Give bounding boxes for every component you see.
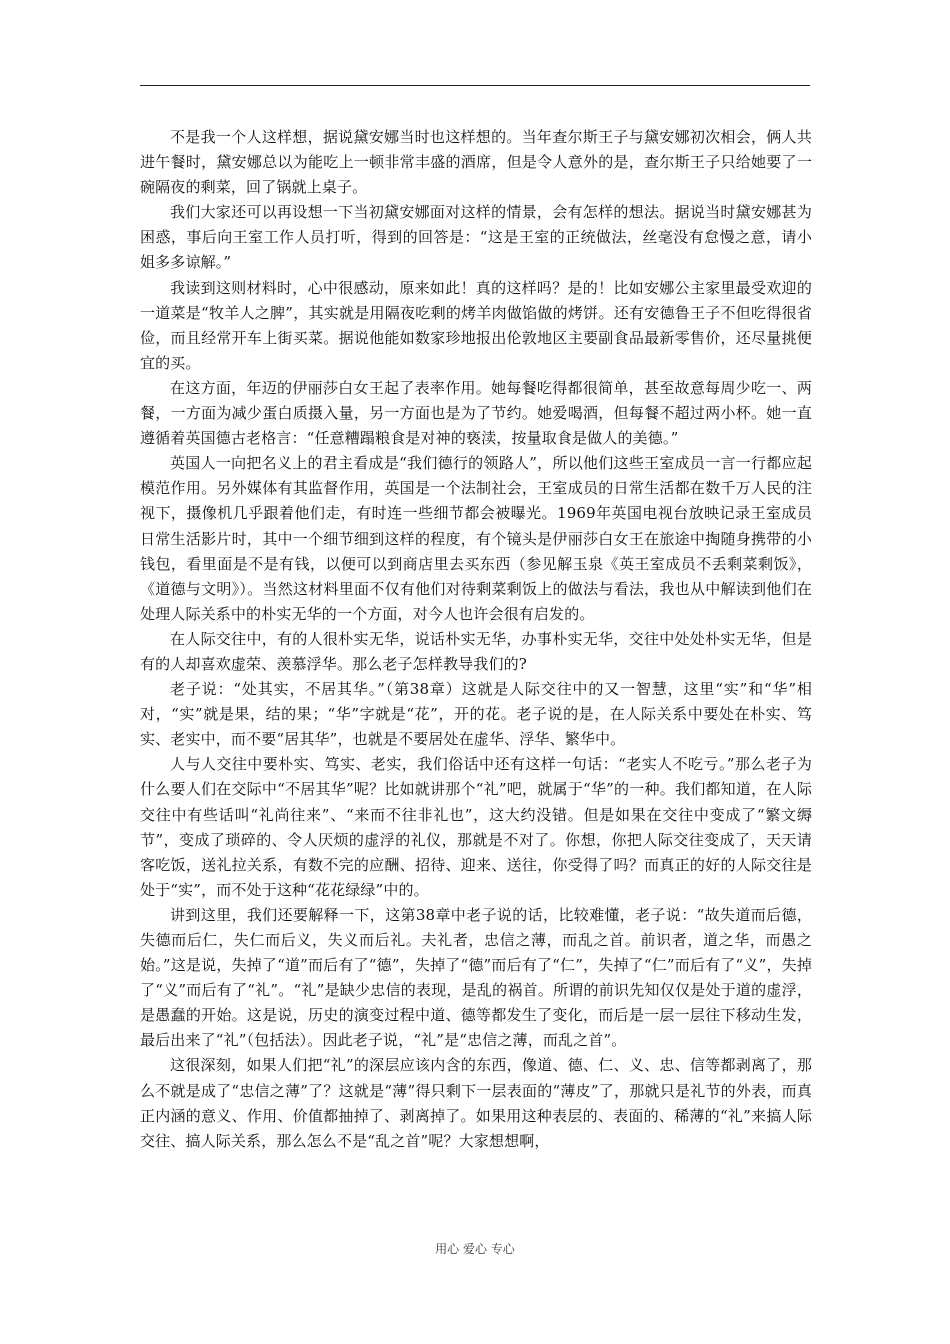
body-text <box>140 125 812 1154</box>
paragraph: 这很深刻，如果人们把“礼”的深层应该内含的东西，像道、德、仁、义、忠、信等都剥离了，那么不就是成了“忠信之薄”了？这就是“薄”得只剩下一层表面的“薄皮”了，那就只是礼节的外表，而真正内涵的意义、作用、价值都抽掉了、剥离掉了。如果用这种表层的、表面的、稀薄的“礼”来搞人际交往、搞人际关系，那么怎么不是“乱之首”呢？大家想想啊， <box>140 1056 812 1150</box>
paragraph: 人与人交往中要朴实、笃实、老实，我们俗话中还有这样一句话：“老实人不吃亏。”那么老子为什么要人们在交际中“不居其华”呢？比如就讲那个“礼”吧，就属于“华”的一种。我们都知道，在人际交往中有些话叫“礼尚往来”、“来而不往非礼也”，这大约没错。但是如果在交往中变成了“繁文缛节”，变成了琐碎的、令人厌烦的虚浮的礼仪，那就是不对了。你想，你把人际交往变成了，天天请客吃饭，送礼拉关系，有数不完的应酬、招待、迎来、送往，你受得了吗？而真正的好的人际交往是处于“实”，而不处于这种“花花绿绿”中的。 <box>140 755 812 899</box>
paragraph: 我们大家还可以再设想一下当初黛安娜面对这样的情景，会有怎样的想法。据说当时黛安娜甚为困惑，事后向王室工作人员打听，得到的回答是：“这是王室的正统做法，丝毫没有怠慢之意，请小姐多多谅解。” <box>140 203 812 272</box>
header-rule <box>140 85 810 86</box>
paragraph: 在这方面，年迈的伊丽莎白女王起了表率作用。她每餐吃得都很简单，甚至故意每周少吃一、两餐，一方面为减少蛋白质摄入量，另一方面也是为了节约。她爱喝酒，但每餐不超过两小杯。她一直遵循着英国德古老格言：“任意糟蹋粮食是对神的亵渎，按量取食是做人的美德。” <box>140 378 812 448</box>
paragraph: 我读到这则材料时，心中很感动，原来如此！真的这样吗？是的！比如安娜公主家里最受欢迎的一道菜是“牧羊人之脾”，其实就是用隔夜吃剩的烤羊肉做馅做的烤饼。还有安德鲁王子不但吃得很省俭，而且经常开车上街买菜。据说他能如数家珍地报出伦敦地区主要副食品最新零售价，还尽量挑便宜的买。 <box>140 278 812 372</box>
paragraph: 不是我一个人这样想，据说黛安娜当时也这样想的。当年查尔斯王子与黛安娜初次相会，俩人共进午餐时，黛安娜总以为能吃上一顿非常丰盛的酒席，但是令人意外的是，查尔斯王子只给她要了一碗隔夜的剩菜，回了锅就上桌子。 <box>140 128 812 197</box>
paragraph: 在人际交往中，有的人很朴实无华，说话朴实无华，办事朴实无华，交往中处处朴实无华，但是有的人却喜欢虚荣、羡慕浮华。那么老子怎样教导我们的? <box>140 629 812 673</box>
paragraph: 讲到这里，我们还要解释一下，这第38章中老子说的话，比较难懂，老子说：“故失道而后德，失德而后仁，失仁而后义，失义而后礼。夫礼者，忠信之薄，而乱之首。前识者，道之华，而愚之始。”这是说，失掉了“道”而后有了“德”，失掉了“德”而后有了“仁”，失掉了“仁”而后有了“义”，失掉了“义”而后有了“礼”。“礼”是缺少忠信的表现，是乱的祸首。所谓的前识先知仅仅是处于道的虚浮，是愚蠢的开始。这是说，历史的演变过程中道、德等都发生了变化，而后是一层一层往下移动生发，最后出来了“礼”（包括法）。因此老子说，“礼”是“忠信之薄，而乱之首”。 <box>140 905 812 1050</box>
paragraph: 英国人一向把名义上的君主看成是“我们德行的领路人”，所以他们这些王室成员一言一行都应起模范作用。另外媒体有其监督作用，英国是一个法制社会，王室成员的日常生活都在数千万人民的注视下，摄像机几乎跟着他们走，有时连一些细节都会被曝光。1969年英国电视台放映记录王室成员日常生活影片时，其中一个细节细到这样的程度，有个镜头是伊丽莎白女王在旅途中掏随身携带的小钱包，看里面是不是有钱，以便可以到商店里去买东西（参见解玉泉《英王室成员不丢剩菜剩饭》，《道德与文明》）。当然这材料里面不仅有他们对待剩菜剩饭上的做法与看法，我也从中解读到他们在处理人际关系中的朴实无华的一个方面，对今人也许会很有启发的。 <box>140 454 812 623</box>
paragraph: 老子说：“处其实，不居其华。”（第38章）这就是人际交往中的又一智慧，这里“实”和“华”相对，“实”就是果，结的果；“华”字就是“花”，开的花。老子说的是，在人际关系中要处在朴实、笃实、老实中，而不要“居其华”，也就是不要居处在虚华、浮华、繁华中。 <box>140 680 812 749</box>
page-footer: 用心 爱心 专心 <box>435 1242 515 1256</box>
